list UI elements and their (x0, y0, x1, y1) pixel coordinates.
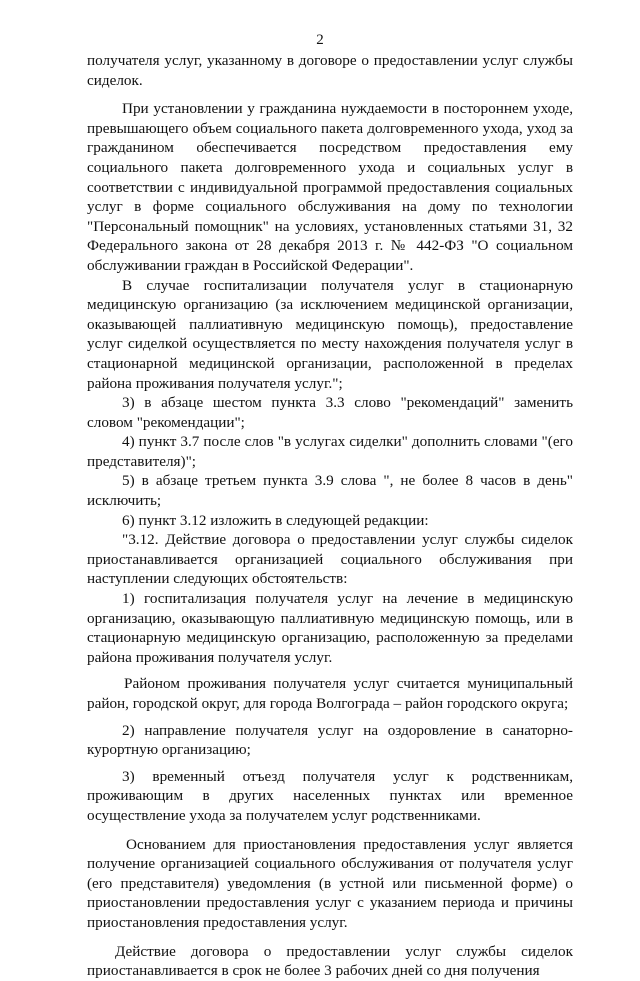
document-body (87, 51, 573, 981)
paragraph-residence-area: Районом проживания получателя услуг считается муниципальный район, городской округ, для города Волгограда – район городского округа; (87, 675, 573, 712)
page-number: 2 (316, 32, 324, 48)
paragraph-circumstance-2: 2) направление получателя услуг на оздоровление в санаторно-курортную организацию; (87, 721, 573, 759)
paragraph-item-4: 4) пункт 3.7 после слов "в услугах сиделки" дополнить словами "(его представителя)"; (87, 433, 573, 470)
paragraph-circumstance-1: 1) госпитализация получателя услуг на лечение в медицинскую организацию, оказывающую паллиативную медицинскую помощь, или в стационарную медицинскую организацию, расположенную за пределами района проживания получателя услуг. (87, 590, 573, 666)
paragraph-personal-assistant: При установлении у гражданина нуждаемости в постороннем уходе, превышающего объем социального пакета долговременного ухода, уход за гражданином обеспечивается посредством предоставления ему социального пакета долговременного ухода и социальных услуг в соответствии с индивидуальной программой предоставления социальных услуг в форме социального обслуживания на дому по технологии "Персональный помощник" на условиях, установленных статьями 31, 32 Федерального закона от 28 декабря 2013 г. № 442-ФЗ "О социальном обслуживании граждан в Российской Федерации". (87, 100, 573, 274)
paragraph-grounds: Основанием для приостановления предоставления услуг является получение организацией социального обслуживания от получателя услуг (его представителя) уведомления (в устной или письменной форме) о приостановлении предоставления услуг с указанием периода и причины приостановления предоставления услуг. (87, 835, 573, 931)
paragraph-suspension-term: Действие договора о предоставлении услуг службы сиделок приостанавливается в срок не более 3 рабочих дней со дня получения (87, 942, 573, 980)
paragraph-item-3: 3) в абзаце шестом пункта 3.3 слово "рекомендаций" заменить словом "рекомендации"; (87, 394, 573, 431)
paragraph-item-5: 5) в абзаце третьем пункта 3.9 слова ", не более 8 часов в день" исключить; (87, 472, 573, 510)
paragraph-3-12: "3.12. Действие договора о предоставлении услуг службы сиделок приостанавливается организацией социального обслуживания при наступлении следующих обстоятельств: (87, 531, 573, 588)
paragraph-circumstance-3: 3) временный отъезд получателя услуг к родственникам, проживающим в других населенных пунктах или временное осуществление ухода за получателем услуг родственниками. (87, 767, 573, 824)
paragraph-continuation: получателя услуг, указанному в договоре о предоставлении услуг службы сиделок. (87, 52, 573, 89)
paragraph-item-6: 6) пункт 3.12 изложить в следующей редакции: (122, 511, 429, 529)
paragraph-hospitalization: В случае госпитализации получателя услуг в стационарную медицинскую организацию (за исключением медицинской организации, оказывающей паллиативную медицинскую помощь), предоставление услуг сиделкой осуществляется по месту нахождения получателя услуг в стационарной медицинской организации, расположенной в пределах района проживания получателя услуг."; (87, 276, 573, 392)
